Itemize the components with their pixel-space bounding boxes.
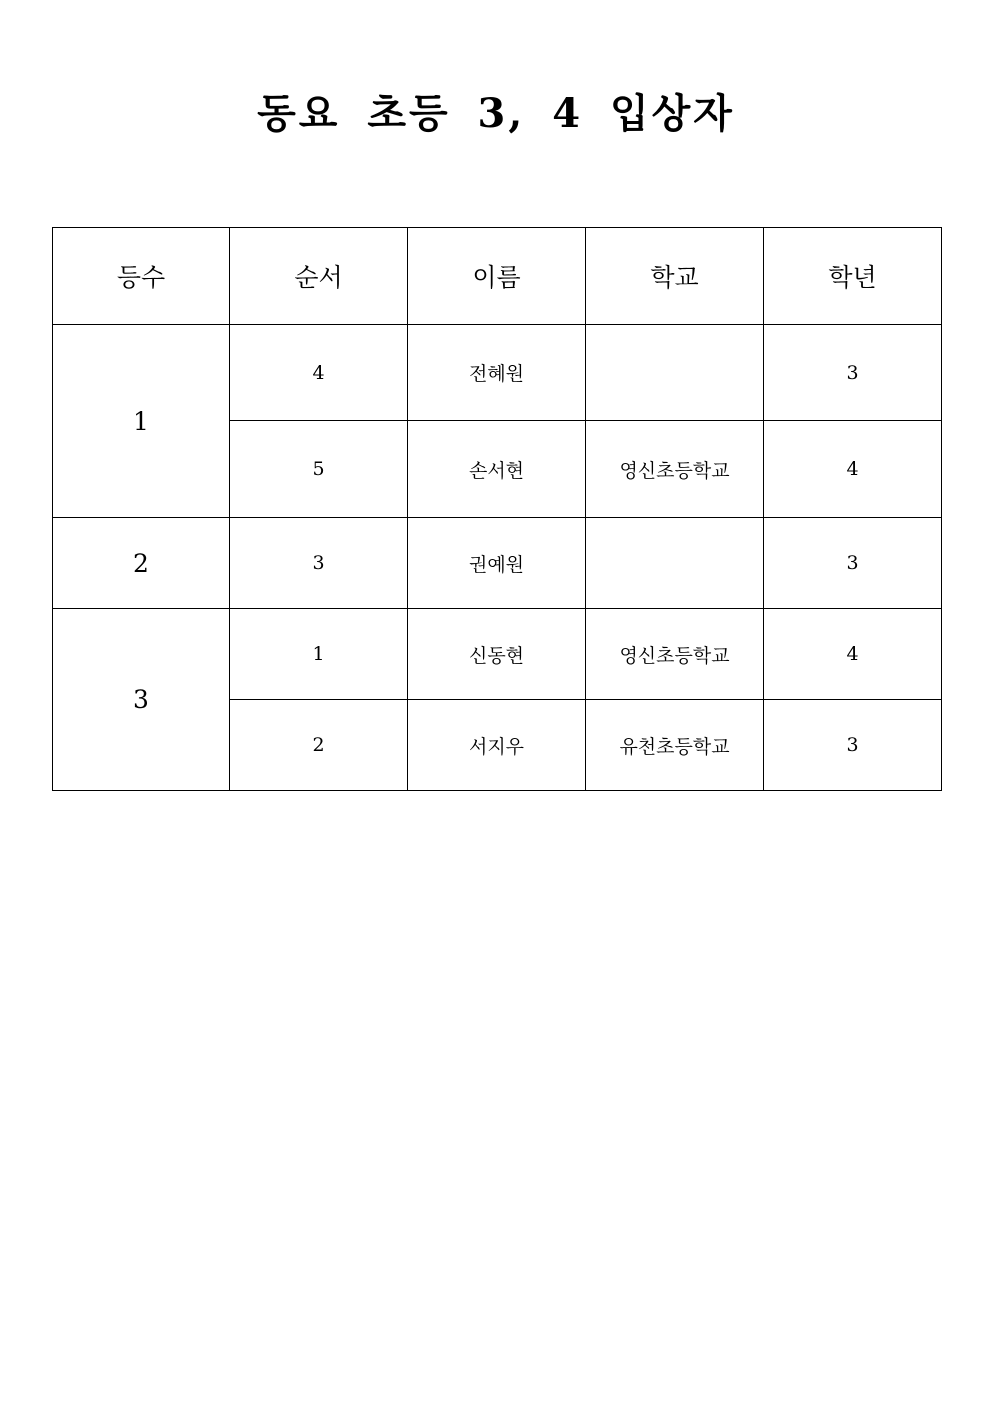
header-grade: 학년 bbox=[764, 228, 942, 325]
school-cell: 영신초등학교 bbox=[586, 609, 764, 700]
rank-cell: 1 bbox=[53, 325, 230, 518]
order-cell: 2 bbox=[230, 700, 408, 791]
school-cell: 유천초등학교 bbox=[586, 700, 764, 791]
name-cell: 전혜원 bbox=[408, 325, 586, 421]
results-table bbox=[52, 227, 942, 791]
header-rank: 등수 bbox=[53, 228, 230, 325]
table-row bbox=[53, 518, 942, 609]
table-row bbox=[53, 325, 942, 421]
school-cell bbox=[586, 325, 764, 421]
rank-cell: 2 bbox=[53, 518, 230, 609]
order-cell: 3 bbox=[230, 518, 408, 609]
order-cell: 1 bbox=[230, 609, 408, 700]
name-cell: 손서현 bbox=[408, 421, 586, 518]
header-school: 학교 bbox=[586, 228, 764, 325]
name-cell: 서지우 bbox=[408, 700, 586, 791]
table-header-row bbox=[53, 228, 942, 325]
school-cell: 영신초등학교 bbox=[586, 421, 764, 518]
header-name: 이름 bbox=[408, 228, 586, 325]
name-cell: 신동현 bbox=[408, 609, 586, 700]
grade-cell: 3 bbox=[764, 325, 942, 421]
header-order: 순서 bbox=[230, 228, 408, 325]
grade-cell: 4 bbox=[764, 421, 942, 518]
order-cell: 4 bbox=[230, 325, 408, 421]
school-cell bbox=[586, 518, 764, 609]
grade-cell: 3 bbox=[764, 700, 942, 791]
page-title: 동요 초등 3, 4 입상자 bbox=[257, 90, 735, 137]
grade-cell: 4 bbox=[764, 609, 942, 700]
order-cell: 5 bbox=[230, 421, 408, 518]
table-row bbox=[53, 609, 942, 700]
rank-cell: 3 bbox=[53, 609, 230, 791]
grade-cell: 3 bbox=[764, 518, 942, 609]
name-cell: 권예원 bbox=[408, 518, 586, 609]
